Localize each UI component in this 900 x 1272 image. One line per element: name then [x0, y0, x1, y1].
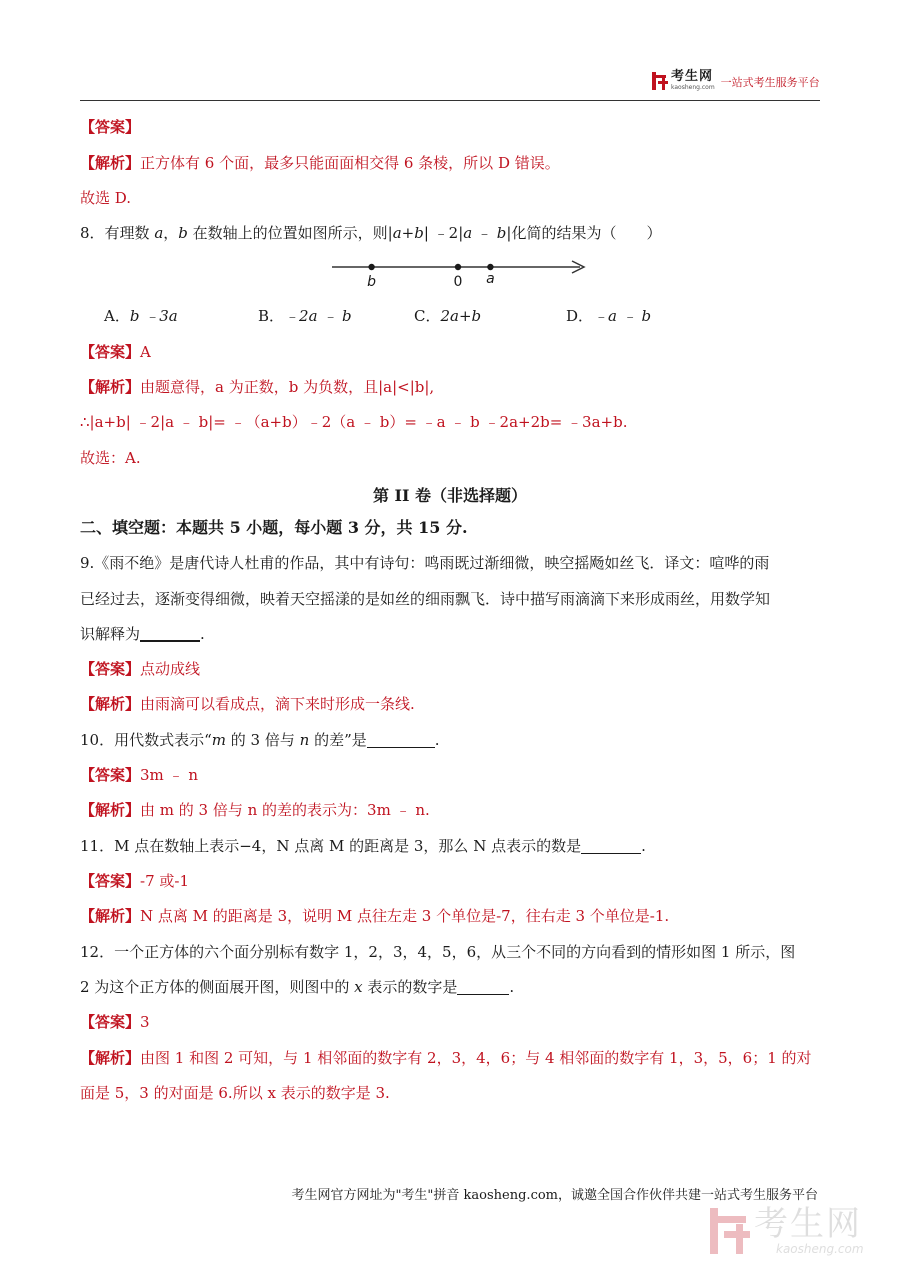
q12-stem-line1: 12．一个正方体的六个面分别标有数字 1，2，3，4，5，6，从三个不同的方向看到的情形如图 1 所示，图 — [80, 943, 796, 961]
q8-analysis: 【解析】由题意得，a 为正数，b 为负数，且|a|<|b|, — [80, 378, 435, 396]
header-divider — [80, 100, 820, 101]
watermark-logo-icon — [710, 1208, 750, 1254]
volume-title: 第 II 卷（非选择题） — [372, 486, 528, 505]
logo-name: 考生网 — [671, 69, 714, 84]
q10-blank — [367, 731, 435, 748]
q11-blank — [581, 837, 641, 854]
q12-answer: 【答案】3 — [80, 1013, 150, 1031]
q11-answer: 【答案】-7 或-1 — [80, 872, 190, 890]
watermark-name: 考生网 — [754, 1204, 862, 1244]
label-zero: 0 — [453, 274, 463, 290]
q11-analysis: 【解析】N 点离 M 的距离是 3，说明 M 点往左走 3 个单位是-7，往右走 3 个单位是-1. — [80, 907, 670, 925]
q8-option-a: A．b ﹣3a — [104, 307, 178, 325]
q9-stem-line3: 识解释为 . — [80, 625, 205, 643]
q10-stem: 10．用代数式表示“m 的 3 倍与 n 的差”是 . — [80, 731, 440, 749]
q12-stem-line2: 2 为这个正方体的侧面展开图，则图中的 x 表示的数字是 . — [80, 978, 515, 996]
q8-answer: 【答案】A — [80, 343, 151, 361]
q8-option-d: D．﹣a ﹣ b — [566, 307, 652, 325]
logo-domain: kaosheng.com — [671, 84, 715, 91]
q8-option-b: B．﹣2a ﹣ b — [258, 307, 352, 325]
point-b — [368, 264, 374, 270]
label-b: b — [367, 274, 377, 290]
watermark-domain: kaosheng.com — [776, 1242, 864, 1256]
q7-analysis: 【解析】正方体有 6 个面，最多只能面面相交得 6 条棱，所以 D 错误。 — [80, 154, 560, 172]
q12-analysis-line2: 面是 5，3 的对面是 6.所以 x 表示的数字是 3. — [80, 1084, 390, 1102]
q10-analysis: 【解析】由 m 的 3 倍与 n 的差的表示为：3m ﹣ n. — [80, 801, 430, 819]
point-a — [487, 264, 493, 270]
header-logo — [652, 70, 820, 91]
q9-stem-line2: 已经过去，逐渐变得细微，映着天空摇漾的是如丝的细雨飘飞．诗中描写雨滴滴下来形成雨丝，用数学知 — [80, 590, 771, 608]
q7-conclusion: 故选 D. — [80, 189, 132, 207]
q9-answer: 【答案】点动成线 — [80, 660, 201, 678]
q12-blank — [457, 978, 509, 995]
q9-blank — [140, 624, 200, 642]
kaosheng-logo-icon — [652, 72, 668, 90]
footer-text: 考生网官方网址为"考生"拼音 kaosheng.com，诚邀全国合作伙伴共建一站式考生服务平台 — [291, 1188, 818, 1203]
point-zero — [455, 264, 461, 270]
watermark — [710, 1206, 864, 1256]
q11-stem: 11．M 点在数轴上表示−4，N 点离 M 的距离是 3，那么 N 点表示的数是 . — [80, 837, 646, 855]
q8-conclusion: 故选：A. — [80, 449, 141, 467]
label-a: a — [486, 271, 495, 287]
q9-stem-line1: 9.《雨不绝》是唐代诗人杜甫的作品，其中有诗句：鸣雨既过渐细微，映空摇飏如丝飞．译文：喧哗的雨 — [80, 554, 770, 572]
q7-answer-tag: 【答案】 — [80, 118, 141, 136]
q9-analysis: 【解析】由雨滴可以看成点，滴下来时形成一条线. — [80, 695, 415, 713]
q8-number-line — [330, 255, 590, 295]
q10-answer: 【答案】3m ﹣ n — [80, 766, 198, 784]
header-slogan: 一站式考生服务平台 — [720, 75, 820, 89]
part-title: 二、填空题：本题共 5 小题，每小题 3 分，共 15 分. — [80, 518, 468, 537]
q8-derivation: ∴|a+b| ﹣2|a ﹣ b|= ﹣（a+b）﹣2（a ﹣ b）= ﹣a ﹣ b ﹣2a+2b= ﹣3a+b. — [80, 413, 628, 431]
q8-option-c: C．2a+b — [414, 307, 482, 325]
q8-stem: 8．有理数 a，b 在数轴上的位置如图所示，则|a+b| ﹣2|a ﹣ b|化简的结果为（ ） — [80, 224, 662, 242]
q12-analysis-line1: 【解析】由图 1 和图 2 可知，与 1 相邻面的数字有 2，3，4，6；与 4 相邻面的数字有 1，3，5，6；1 的对 — [80, 1049, 812, 1067]
